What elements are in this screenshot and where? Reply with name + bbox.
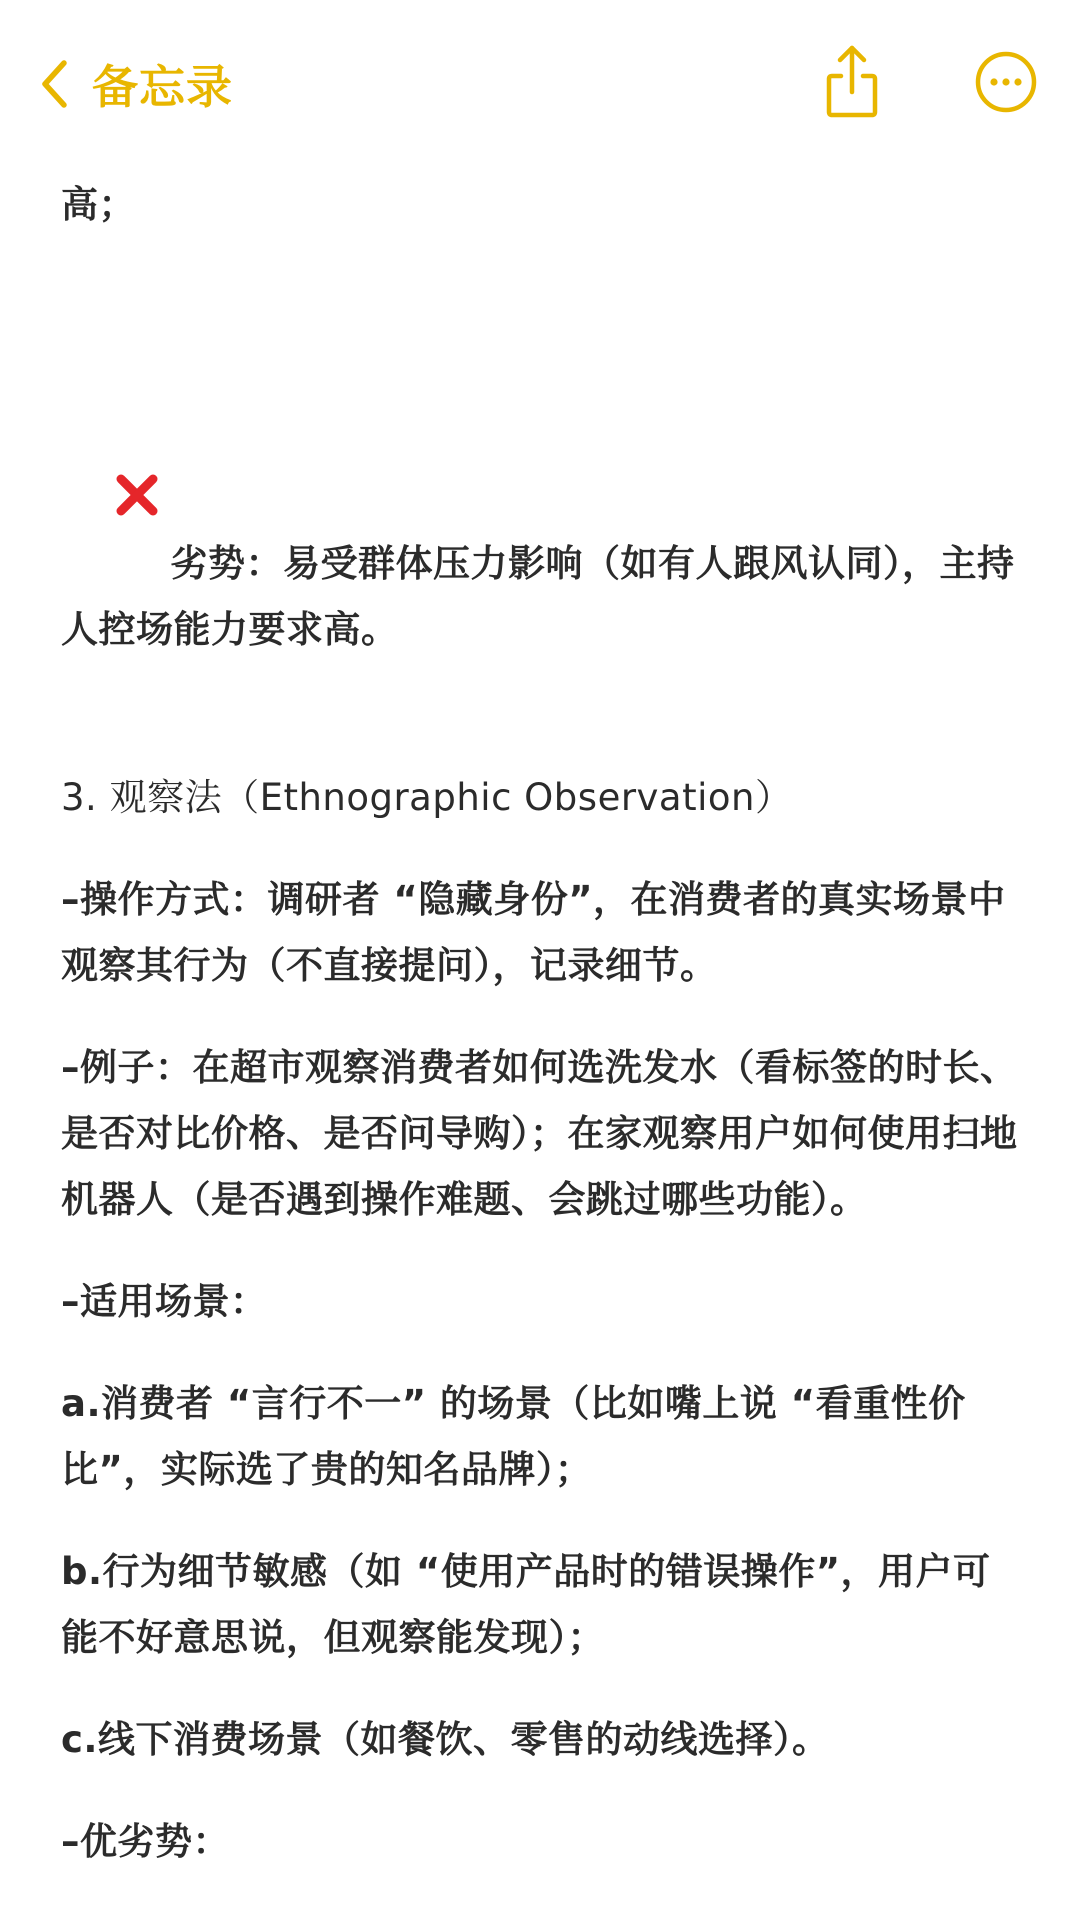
section-heading: 3. 观察法（Ethnographic Observation）: [61, 776, 793, 819]
note-paragraph: b.行为细节敏感（如 “使用产品时的错误操作”，用户可能不好意思说，但观察能发现）；: [61, 1550, 991, 1659]
more-button[interactable]: [974, 50, 1038, 114]
more-icon: [974, 99, 1038, 118]
navigation-bar: [0, 0, 1080, 170]
note-paragraph: 高；: [61, 183, 136, 226]
back-button[interactable]: [40, 48, 233, 120]
note-paragraph: –操作方式：调研者 “隐藏身份”，在消费者的真实场景中观察其行为（不直接提问），记录细节。: [61, 878, 1006, 987]
share-icon: [820, 105, 884, 124]
disadvantage-paragraph: [61, 274, 1023, 729]
note-paragraph: c.线下消费场景（如餐饮、零售的动线选择）。: [61, 1718, 830, 1761]
note-paragraph: a.消费者 “言行不一” 的场景（比如嘴上说 “看重性价比”，实际选了贵的知名品牌）；: [61, 1382, 966, 1491]
chevron-left-icon: [40, 59, 70, 109]
back-label: 备忘录: [92, 60, 233, 114]
share-button[interactable]: [820, 40, 884, 120]
note-paragraph: –优劣势：: [61, 1820, 230, 1863]
disadvantage-text: 劣势：易受群体压力影响（如有人跟风认同），主持人控场能力要求高。: [61, 542, 1015, 651]
cross-mark-icon: [115, 340, 159, 384]
note-paragraph: –适用场景：: [61, 1280, 268, 1323]
note-body[interactable]: [61, 172, 1023, 1911]
note-paragraph: –例子：在超市观察消费者如何选洗发水（看标签的时长、是否对比价格、是否问导购）；在家观察用户如何使用扫地机器人（是否遇到操作难题、会跳过哪些功能）。: [61, 1046, 1018, 1221]
